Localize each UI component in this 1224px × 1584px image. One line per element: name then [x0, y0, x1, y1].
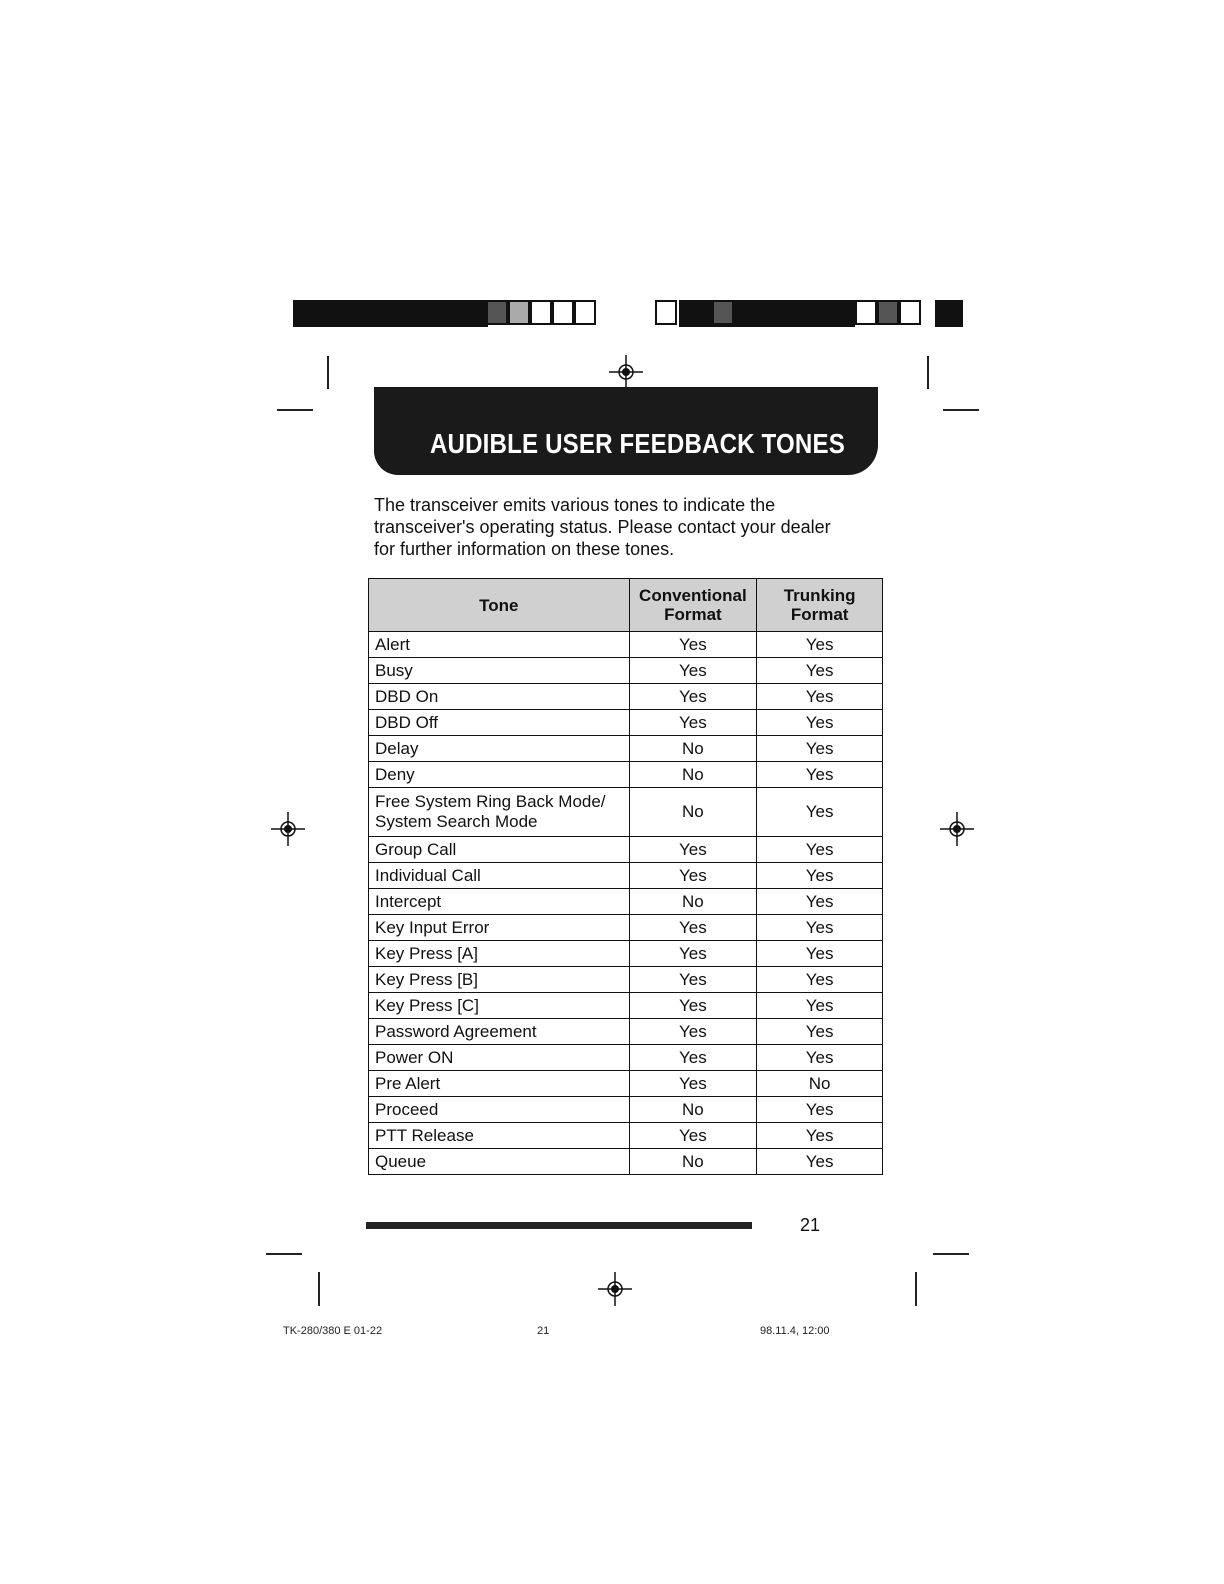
- conventional-cell: Yes: [629, 1071, 757, 1097]
- crop-mark: [933, 1253, 969, 1255]
- conventional-cell: No: [629, 1149, 757, 1175]
- trunking-cell: Yes: [757, 684, 883, 710]
- conventional-cell: Yes: [629, 837, 757, 863]
- print-swatch: [486, 300, 508, 325]
- tone-name-cell: Power ON: [369, 1045, 630, 1071]
- trunking-cell: Yes: [757, 736, 883, 762]
- crop-mark: [327, 356, 329, 389]
- crop-mark: [318, 1272, 320, 1306]
- print-swatch: [877, 300, 899, 325]
- table-row: [369, 762, 883, 788]
- print-swatch: [574, 300, 596, 325]
- print-swatch: [655, 300, 677, 325]
- tone-name-cell: DBD On: [369, 684, 630, 710]
- crop-mark: [277, 409, 313, 411]
- conventional-cell: Yes: [629, 863, 757, 889]
- table-row: [369, 1097, 883, 1123]
- trunking-cell: Yes: [757, 915, 883, 941]
- trunking-cell: Yes: [757, 1149, 883, 1175]
- tone-name-cell: Delay: [369, 736, 630, 762]
- section-title: AUDIBLE USER FEEDBACK TONES: [430, 428, 845, 459]
- table-row: [369, 1123, 883, 1149]
- conventional-cell: Yes: [629, 658, 757, 684]
- tone-name-cell: Pre Alert: [369, 1071, 630, 1097]
- print-bar-middle: [679, 300, 855, 327]
- print-swatch: [508, 300, 530, 325]
- conventional-cell: Yes: [629, 1019, 757, 1045]
- page-number: 21: [800, 1215, 821, 1235]
- tone-name-cell: Key Press [B]: [369, 967, 630, 993]
- table-row: [369, 863, 883, 889]
- conventional-cell: No: [629, 788, 757, 837]
- header-tone: Tone: [369, 579, 630, 632]
- footer-bar: [366, 1222, 752, 1229]
- crop-mark: [927, 356, 929, 389]
- registration-mark-icon: [940, 812, 974, 846]
- trunking-cell: Yes: [757, 1097, 883, 1123]
- tone-name-cell: DBD Off: [369, 710, 630, 736]
- print-swatch: [855, 300, 877, 325]
- table-row: [369, 915, 883, 941]
- conventional-cell: Yes: [629, 1123, 757, 1149]
- print-bar-right: [935, 300, 963, 327]
- trunking-cell: Yes: [757, 658, 883, 684]
- crop-mark: [943, 409, 979, 411]
- intro-paragraph: The transceiver emits various tones to indicate the transceiver's operating status. Please contact your dealer for further information on these tones.: [374, 495, 831, 559]
- conventional-cell: Yes: [629, 941, 757, 967]
- trunking-cell: Yes: [757, 788, 883, 837]
- header-trunking: Trunking Format: [757, 579, 883, 632]
- model-code: TK-280/380 E 01-22: [283, 1325, 383, 1337]
- conventional-cell: Yes: [629, 967, 757, 993]
- conventional-cell: Yes: [629, 632, 757, 658]
- trunking-cell: Yes: [757, 710, 883, 736]
- trunking-cell: Yes: [757, 1019, 883, 1045]
- print-bar-left: [293, 300, 488, 327]
- table-row: [369, 1019, 883, 1045]
- sheet-number: 21: [537, 1325, 550, 1337]
- table-row: [369, 967, 883, 993]
- table-row: [369, 837, 883, 863]
- table-row: [369, 632, 883, 658]
- table-header-row: [369, 579, 883, 632]
- tone-name-cell: Alert: [369, 632, 630, 658]
- table-row: [369, 993, 883, 1019]
- tones-table: [368, 578, 883, 1175]
- conventional-cell: Yes: [629, 710, 757, 736]
- trunking-cell: Yes: [757, 967, 883, 993]
- conventional-cell: Yes: [629, 915, 757, 941]
- print-timestamp: 98.11.4, 12:00: [760, 1325, 830, 1337]
- tone-name-cell: Intercept: [369, 889, 630, 915]
- tone-name-cell: Key Press [C]: [369, 993, 630, 1019]
- conventional-cell: No: [629, 762, 757, 788]
- table-row: [369, 736, 883, 762]
- trunking-cell: Yes: [757, 1123, 883, 1149]
- conventional-cell: No: [629, 889, 757, 915]
- conventional-cell: Yes: [629, 684, 757, 710]
- print-swatch: [899, 300, 921, 325]
- table-row: [369, 684, 883, 710]
- trunking-cell: Yes: [757, 889, 883, 915]
- table-row: [369, 1071, 883, 1097]
- print-swatch: [530, 300, 552, 325]
- tone-name-cell: Deny: [369, 762, 630, 788]
- tone-name-cell: Free System Ring Back Mode/ System Search Mode: [369, 788, 630, 837]
- trunking-cell: Yes: [757, 1045, 883, 1071]
- tone-name-cell: Proceed: [369, 1097, 630, 1123]
- trunking-cell: Yes: [757, 632, 883, 658]
- tone-name-cell: Key Input Error: [369, 915, 630, 941]
- table-row: [369, 1045, 883, 1071]
- print-swatch: [552, 300, 574, 325]
- trunking-cell: Yes: [757, 837, 883, 863]
- trunking-cell: Yes: [757, 941, 883, 967]
- conventional-cell: No: [629, 1097, 757, 1123]
- trunking-cell: No: [757, 1071, 883, 1097]
- tone-name-cell: Individual Call: [369, 863, 630, 889]
- crop-mark: [266, 1253, 302, 1255]
- table-row: [369, 941, 883, 967]
- conventional-cell: Yes: [629, 993, 757, 1019]
- tone-name-cell: Queue: [369, 1149, 630, 1175]
- print-swatch: [712, 300, 734, 325]
- table-row: [369, 788, 883, 837]
- header-conventional: Conventional Format: [629, 579, 757, 632]
- conventional-cell: Yes: [629, 1045, 757, 1071]
- tone-name-cell: Password Agreement: [369, 1019, 630, 1045]
- registration-mark-icon: [598, 1272, 632, 1306]
- trunking-cell: Yes: [757, 993, 883, 1019]
- conventional-cell: No: [629, 736, 757, 762]
- trunking-cell: Yes: [757, 762, 883, 788]
- registration-mark-icon: [271, 812, 305, 846]
- tone-name-cell: Key Press [A]: [369, 941, 630, 967]
- table-row: [369, 1149, 883, 1175]
- registration-mark-icon: [609, 355, 643, 389]
- table-row: [369, 658, 883, 684]
- tone-name-cell: PTT Release: [369, 1123, 630, 1149]
- crop-mark: [915, 1272, 917, 1306]
- table-row: [369, 710, 883, 736]
- table-row: [369, 889, 883, 915]
- tone-name-cell: Group Call: [369, 837, 630, 863]
- trunking-cell: Yes: [757, 863, 883, 889]
- tone-name-cell: Busy: [369, 658, 630, 684]
